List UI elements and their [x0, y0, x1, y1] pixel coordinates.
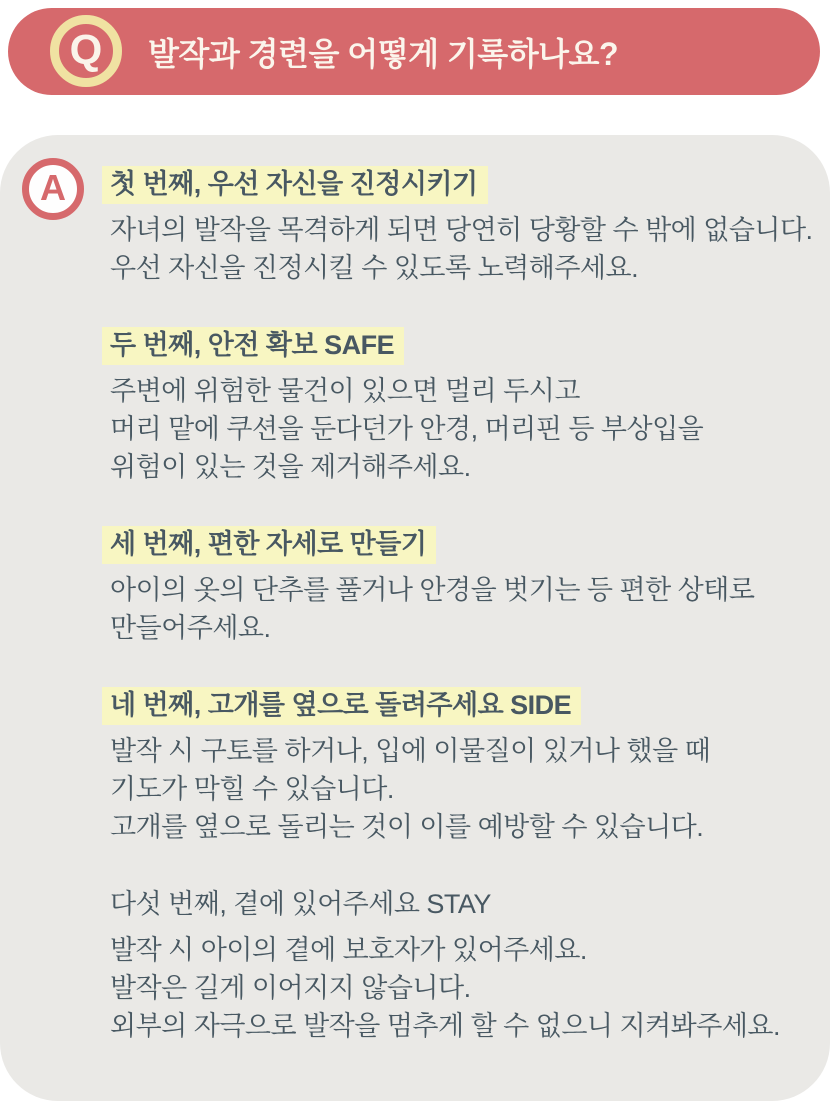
section-4-line: 발작 시 구토를 하거나, 입에 이물질이 있거나 했을 때: [110, 736, 711, 766]
section-2-line: 머리 맡에 쿠션을 둔다던가 안경, 머리핀 등 부상입을: [110, 414, 704, 444]
section-2-line: 주변에 위험한 물건이 있으면 멀리 두시고: [110, 376, 580, 406]
section-4-line: 고개를 옆으로 돌리는 것이 이를 예방할 수 있습니다.: [110, 812, 704, 842]
section-heading-row: [110, 687, 800, 725]
section-1-line: 우선 자신을 진정시킬 수 있도록 노력해주세요.: [110, 253, 639, 283]
section-heading-row: [110, 886, 800, 924]
section-3-line: 만들어주세요.: [110, 613, 271, 643]
section-2-heading: 두 번째, 안전 확보 SAFE: [102, 327, 404, 365]
section-5-heading: 다섯 번째, 곁에 있어주세요 STAY: [110, 889, 491, 919]
question-banner: [8, 8, 820, 95]
section-5-line: 발작은 길게 이어지지 않습니다.: [110, 973, 471, 1003]
section-heading-row: [110, 327, 800, 365]
a-badge-icon: [22, 158, 84, 220]
answer-section-5: [110, 886, 800, 1045]
answer-section-2: [110, 327, 800, 486]
answer-section-1: [110, 166, 813, 287]
q-badge-letter: Q: [69, 25, 103, 73]
section-heading-row: [110, 166, 800, 204]
question-title: 발작과 경련을 어떻게 기록하나요?: [148, 35, 618, 72]
q-badge-icon: [50, 15, 122, 87]
a-badge-letter: A: [40, 167, 66, 208]
section-1-heading: 첫 번째, 우선 자신을 진정시키기: [102, 166, 488, 204]
section-heading-row: [110, 526, 800, 564]
section-5-line: 외부의 자극으로 발작을 멈추게 할 수 없으니 지켜봐주세요.: [110, 1011, 780, 1041]
section-3-heading: 세 번째, 편한 자세로 만들기: [102, 526, 436, 564]
section-4-line: 기도가 막힐 수 있습니다.: [110, 774, 394, 804]
section-2-line: 위험이 있는 것을 제거해주세요.: [110, 452, 471, 482]
section-3-line: 아이의 옷의 단추를 풀거나 안경을 벗기는 등 편한 상태로: [110, 575, 755, 605]
section-4-heading: 네 번째, 고개를 옆으로 돌려주세요 SIDE: [102, 687, 581, 725]
answer-content: [110, 166, 813, 1045]
section-5-line: 발작 시 아이의 곁에 보호자가 있어주세요.: [110, 935, 587, 965]
answer-panel: [0, 135, 830, 1101]
answer-section-3: [110, 526, 800, 647]
section-1-line: 자녀의 발작을 목격하게 되면 당연히 당황할 수 밖에 없습니다.: [110, 215, 813, 245]
answer-section-4: [110, 687, 800, 846]
